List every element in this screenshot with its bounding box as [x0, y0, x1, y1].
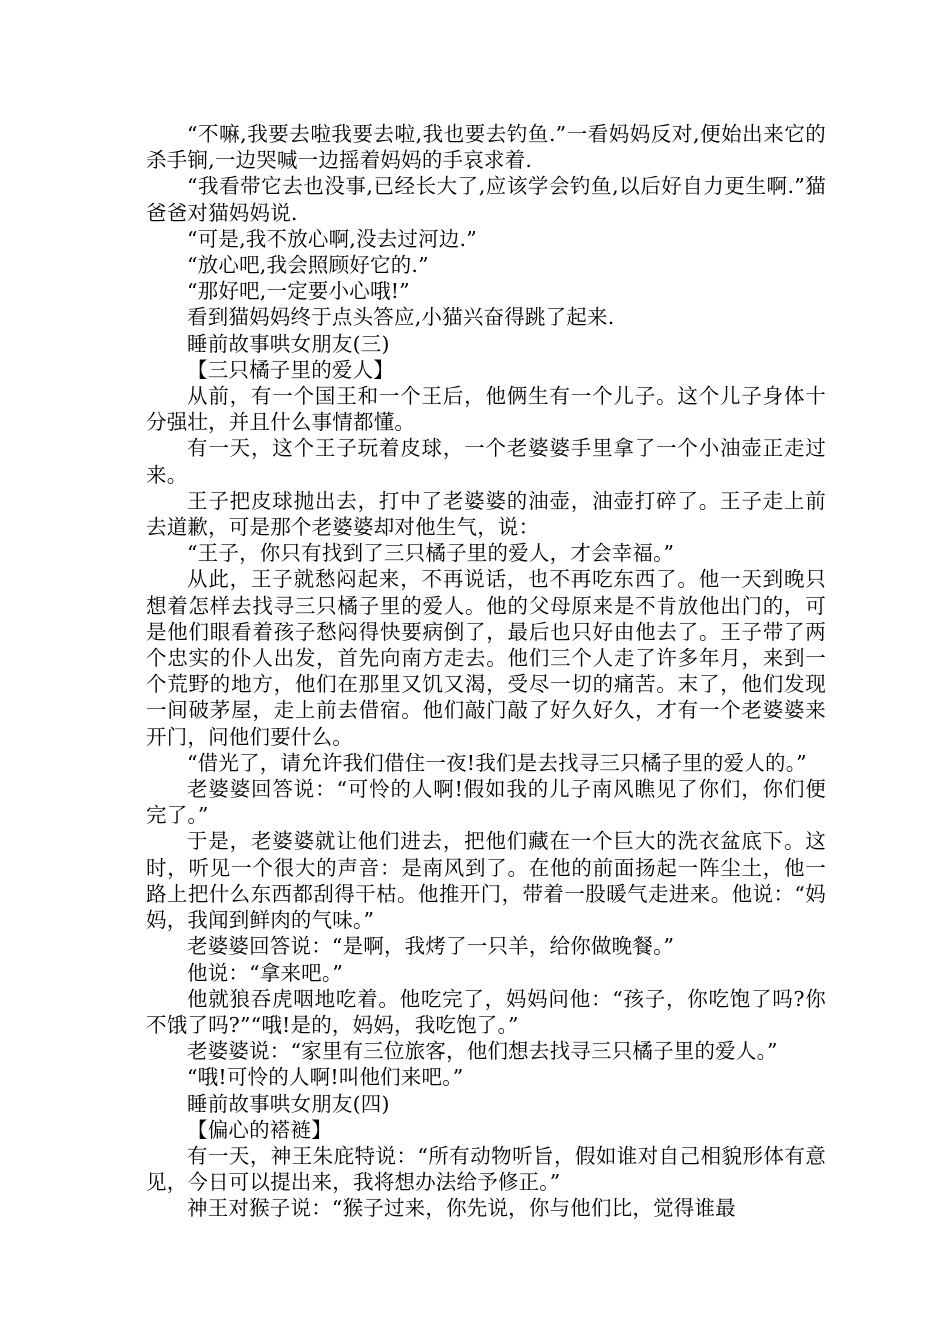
- story-title: 【三只橘子里的爱人】: [187, 357, 394, 382]
- paragraph: “不嘛,我要去啦我要去啦,我也要去钓鱼.”一看妈妈反对,便始出来它的杀手锏,一边哭喊一边摇着妈妈的手哀求着.: [146, 122, 826, 173]
- paragraph: “王子，你只有找到了三只橘子里的爱人，才会幸福。”: [187, 541, 675, 566]
- paragraph: 老婆婆回答说：“可怜的人啊!假如我的儿子南风瞧见了你们，你们便完了。”: [146, 777, 826, 828]
- paragraph: 老婆婆回答说：“是啊，我烤了一只羊，给你做晚餐。”: [187, 934, 675, 959]
- paragraph: 神王对猴子说：“猴子过来，你先说，你与他们比，觉得谁最: [187, 1196, 736, 1221]
- story-title: 【偏心的褡裢】: [187, 1117, 332, 1142]
- paragraph: 有一天，神王朱庇特说：“所有动物听旨，假如谁对自己相貌形体有意见，今日可以提出来，我将想办法给予修正。”: [146, 1143, 826, 1195]
- paragraph: “借光了，请允许我们借住一夜!我们是去找寻三只橘子里的爱人的。”: [187, 750, 807, 775]
- paragraph: “我看带它去也没事,已经长大了,应该学会钓鱼,以后好自力更生啊.”猫爸爸对猫妈妈说.: [146, 174, 826, 225]
- section-heading: 睡前故事哄女朋友(三): [187, 331, 390, 356]
- section-heading: 睡前故事哄女朋友(四): [187, 1091, 390, 1116]
- paragraph: 王子把皮球抛出去，打中了老婆婆的油壶，油壶打碎了。王子走上前去道歉，可是那个老婆婆却对他生气，说：: [146, 488, 826, 540]
- paragraph: 有一天，这个王子玩着皮球，一个老婆婆手里拿了一个小油壶正走过来。: [146, 436, 826, 487]
- paragraph: “可是,我不放心啊,没去过河边.”: [187, 226, 477, 251]
- paragraph: “那好吧,一定要小心哦!”: [187, 279, 410, 304]
- paragraph: 老婆婆说：“家里有三位旅客，他们想去找寻三只橘子里的爱人。”: [187, 1039, 778, 1064]
- paragraph: 从此，王子就愁闷起来，不再说话，也不再吃东西了。他一天到晚只想着怎样去找寻三只橘子里的爱人。他的父母原来是不肯放他出门的，可是他们眼看着孩子愁闷得快要病倒了，最后也只好由他去了。王子带了两个忠实的仆人出发，首先向南方走去。他们三个人走了许多年月，来到一个荒野的地方，他们在那里又饥又渴，受尽一切的痛苦。末了，他们发现一间破茅屋，走上前去借宿。他们敲门敲了好久好久，才有一个老婆婆来开门，问他们要什么。: [146, 567, 826, 749]
- paragraph: 于是，老婆婆就让他们进去，把他们藏在一个巨大的洗衣盆底下。这时，听见一个很大的声音：是南风到了。在他的前面扬起一阵尘土，他一路上把什么东西都刮得干枯。他推开门，带着一股暖气走进来。他说：“妈妈，我闻到鲜肉的气味。”: [146, 829, 826, 933]
- paragraph: 他就狼吞虎咽地吃着。他吃完了，妈妈问他：“孩子，你吃饱了吗?你不饿了吗?”“哦!是的，妈妈，我吃饱了。”: [146, 986, 826, 1037]
- paragraph: 看到猫妈妈终于点头答应,小猫兴奋得跳了起来.: [187, 305, 615, 330]
- document-body: [146, 121, 826, 1222]
- paragraph: “哦!可怜的人啊!叫他们来吧。”: [187, 1065, 464, 1090]
- paragraph: “放心吧,我会照顾好它的.”: [187, 253, 429, 278]
- paragraph: 从前，有一个国王和一个王后，他俩生有一个儿子。这个儿子身体十分强壮，并且什么事情都懂。: [146, 384, 826, 435]
- paragraph: 他说：“拿来吧。”: [187, 960, 344, 985]
